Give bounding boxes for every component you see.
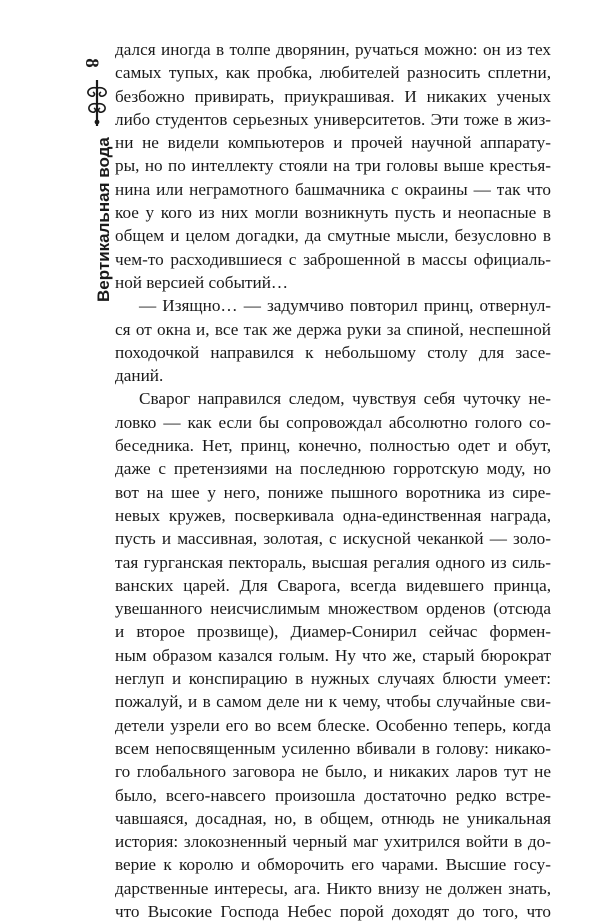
page-number: 8 <box>80 58 102 68</box>
text-line: и второе прозвище), Диамер-Сонирил сейчас формен- <box>115 622 551 642</box>
text-line: — Изящно… — задумчиво повторил принц, отвернул- <box>139 296 551 316</box>
text-line: всем непосвященным усиленно вбивали в голову: никако- <box>115 738 551 758</box>
text-line: верие к королю и обморочить его чарами. Высшие госу- <box>115 855 551 875</box>
text-line: что Высокие Господа Небес порой доходят до того, что <box>115 901 551 921</box>
text-line: детели узрели его во всем блеске. Особенно теперь, когда <box>115 715 551 735</box>
text-line: ной версией событий… <box>115 272 289 292</box>
text-line: пусть и массивная, золотая, с искусной чеканкой — золо- <box>115 529 551 549</box>
text-line: невых кружев, посверкивала одна-единственная награда, <box>115 505 551 525</box>
text-line: неглуп и конспирацию в нужных случаях блюсти умеет: <box>115 669 551 689</box>
text-line: чавшаяся, досадная, но, в общем, отнюдь не уникальная <box>115 808 551 828</box>
text-line: ся от окна и, все так же держа руки за спиной, неспешной <box>115 319 551 339</box>
text-line: либо студентов серьезных университетов. Эти тоже в жиз- <box>115 109 551 129</box>
text-line: ванских царей. Для Сварога, всегда видевшего принца, <box>115 575 551 595</box>
text-line: тая гурганская пектораль, высшая регалия одного из силь- <box>115 552 551 572</box>
text-line: Сварог направился следом, чувствуя себя чуточку не- <box>139 389 551 409</box>
text-line: пожалуй, и в самом деле ни к чему, чтобы случайные сви- <box>115 692 551 712</box>
decorative-flourish-icon <box>82 78 112 128</box>
text-line: общем и целом догадки, да смутные мысли, безусловно в <box>115 226 551 246</box>
text-line: го глобального заговора не было, и никаких ларов тут не <box>115 762 551 782</box>
text-line: походочкой направился к небольшому столу для засе- <box>115 342 551 362</box>
text-line: вот на шее у него, пониже пышного воротника из сире- <box>115 482 551 502</box>
text-line: дался иногда в толпе дворянин, ручаться можно: он из тех <box>115 40 551 59</box>
text-line: самых тупых, как пробка, любителей разносить сплетни, <box>115 63 551 83</box>
text-line: дарственные интересы, ага. Никто внизу не должен знать, <box>115 878 551 898</box>
running-title: Вертикальная вода <box>94 137 113 302</box>
text-line: ловко — как если бы сопровождал абсолютно голого со- <box>115 412 551 432</box>
text-line: ным образом казался голым. Ну что же, старый бюрократ <box>115 645 551 665</box>
text-line: кое у кого из них могли возникнуть пусть и неопасные в <box>115 203 551 223</box>
text-line: даже с претензиями на последнюю горротскую моду, но <box>115 459 551 479</box>
text-line: история: злокозненный черный маг ухитрился войти в до- <box>115 832 551 852</box>
text-line: беседника. Нет, принц, конечно, полностью одет и обут, <box>115 436 551 456</box>
text-line: ни не видели компьютеров и прочей научной аппарату- <box>115 133 551 153</box>
text-line: увешанного неисчислимым множеством орденов (отсюда <box>115 599 551 619</box>
body-text <box>115 38 551 923</box>
text-line: нина или неграмотного башмачника с окраины — так что <box>115 179 551 199</box>
text-line: чем-то расходившиеся с заброшенной в массы официаль- <box>115 249 551 269</box>
text-line: безбожно привирать, приукрашивая. И никаких ученых <box>115 86 551 106</box>
text-line: даний. <box>115 366 164 386</box>
text-line: ры, но по интеллекту стояли на три головы выше крестья- <box>115 156 551 176</box>
text-line: было, всего-навсего произошла достаточно редко встре- <box>115 785 551 805</box>
